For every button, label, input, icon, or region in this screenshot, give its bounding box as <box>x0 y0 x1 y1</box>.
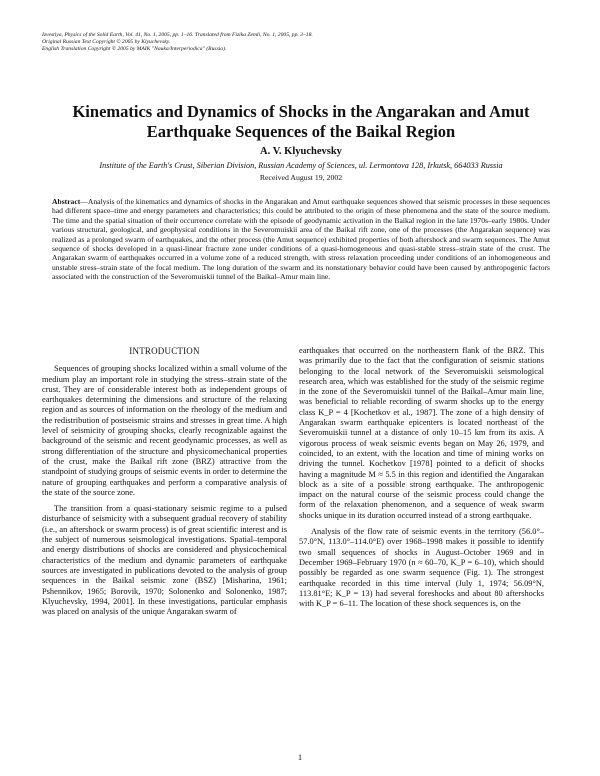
intro-paragraph-2: The transition from a quasi-stationary seismic regime to a pulsed disturbance of seismicity with a subsequent gradual recovery of stability (i.e., an aftershock or swarm process) is of great scientific interest and is the subject of numerous seismological investigations. Spatial–temporal and energy distributions of shocks are considered and physicochemical characteristics of the medium and dynamic parameters of earthquake sources are investigated in publications devoted to the analysis of group sequences in the Baikal seismic zone (BSZ) [Misharina, 1961; Pshennikov, 1965; Borovik, 1970; Solonenko and Solonenko, 1987; Klyuchevsky, 1994, 2001]. In these investigations, particular emphasis was placed on analysis of the unique Angarakan swarm of <box>42 504 287 617</box>
author-name: A. V. Klyuchevsky <box>260 146 342 157</box>
paper-title: Kinematics and Dynamics of Shocks in the Angarakan and Amut Earthquake Sequences of the Baikal Region <box>72 102 530 141</box>
author-affiliation: Institute of the Earth's Crust, Siberian Division, Russian Academy of Sciences, ul. Lermontova 128, Irkutsk, 664033 Russia <box>99 161 503 170</box>
abstract <box>52 197 550 282</box>
page-number: 1 <box>297 752 303 762</box>
received-date: Received August 19, 2002 <box>259 173 343 182</box>
body-column-left <box>42 346 287 623</box>
header-copyright-translation: English Translation Copyright © 2005 by MAIK "Nauka/Interperiodica" (Russia). <box>42 46 227 52</box>
abstract-text: —Analysis of the kinematics and dynamics of shocks in the Angarakan and Amut earthquake sequences showed that seismic processes in these sequences had different space–time and energy parameters and characteristics; this could be attributed to the origin of these phenomena and the state of the source medium. The time and the spatial situation of their occurrence correlate with the episode of geodynamic activation in the Baikal region in the late 1970s–early 1980s. Under various structural, geological, and geophysical conditions in the Severomuiskii area of the Baikal rift zone, one of the processes (the Angarakan sequence) was realized as a prolonged swarm of earthquakes, and the other process (the Amut sequence) exhibited properties of both aftershock and swarm sequences. The Amut sequence of shocks developed in a quasi-linear fracture zone under conditions of a quasi-homogeneous and quasi-stable stress–strain state of the crust. The Angarakan swarm of earthquakes occurred in a volume zone of a reduced strength, with stress relaxation proceeding under conditions of an inhomogeneous and unstable stress–strain state of the focal medium. The long duration of the swarm and its nonstationary behavior could have been caused by anthropogenic factors associated with the construction of the Severomuiskii tunnel of the Baikal–Amur main line. <box>52 197 550 282</box>
abstract-label: Abstract <box>52 197 81 206</box>
journal-header <box>42 32 562 53</box>
header-copyright-original: Original Russian Text Copyright © 2005 by Klyuchevsky. <box>42 39 171 45</box>
section-heading-introduction: INTRODUCTION <box>129 346 200 356</box>
intro-paragraph-3: earthquakes that occurred on the northeastern flank of the BRZ. This was primarily due to the fact that the configuration of seismic stations belonging to the local network of the Severomuiskii seismological research area, which was established for the study of the seismic regime in the zone of the Severomuiskii tunnel of the Baikal–Amur main line, was beneficial to reliable recording of swarm shocks up to the energy class K_P = 4 [Kochetkov et al., 1987]. The zone of a high density of Angarakan swarm earthquake epicenters is located northeast of the Severomuiskii tunnel at a distance of only 10–15 km from its axis. A vigorous process of weak seismic events began on May 26, 1979, and coincided, to an extent, with the location and time of mining works on driving the tunnel. Kochetkov [1978] pointed to a deficit of shocks having a magnitude M ≈ 5.5 in this region and identified the Angarakan block as a site of a possible strong earthquake. The anthropogenic impact on the natural course of the seismic process could change the form of the relaxation phenomenon, and a sequence of weak swarm shocks unique in its duration occurred instead of a strong earthquake. <box>299 346 544 520</box>
intro-paragraph-1: Sequences of grouping shocks localized within a small volume of the medium play an important role in studying the stress–strain state of the crust. They are of considerable interest both as independent groups of earthquakes determining the dimensions and structure of the relaxing region and as sources of information on the rheology of the medium and the redistribution of postseismic strains and stresses in great time. A high level of seismicity of grouping shocks, clearly recognizable against the background of the seismic and recent geodynamic processes, as well as strong differentiation of the structure and physicomechanical properties of the crust, make the Baikal rift zone (BRZ) attractive from the standpoint of studying groups of seismic events in order to determine the nature of grouping earthquakes and perform a comparative analysis of the state of the source zone. <box>42 364 287 497</box>
body-column-right <box>299 346 544 615</box>
header-citation: Izvestiya, Physics of the Solid Earth, Vol. 41, No. 1, 2005, pp. 1–16. Translated from Fizika Zemli, No. 1, 2005, pp. 3–18. <box>42 32 313 38</box>
intro-paragraph-4: Analysis of the flow rate of seismic events in the territory (56.0°–57.0°N, 113.0°–114.0°E) over 1968–1998 makes it possible to identify two small sequences of shocks in August–October 1969 and in December 1969–February 1970 (n ≈ 60–70, K_P = 6–10), which should possibly be regarded as one swarm sequence (Fig. 1). The strongest earthquake recorded in this time interval (July 1, 1974; 56.09°N, 113.81°E; K_P = 13) had several foreshocks and about 80 aftershocks with K_P = 6–11. The location of these shock sequences is, on the <box>299 527 544 609</box>
